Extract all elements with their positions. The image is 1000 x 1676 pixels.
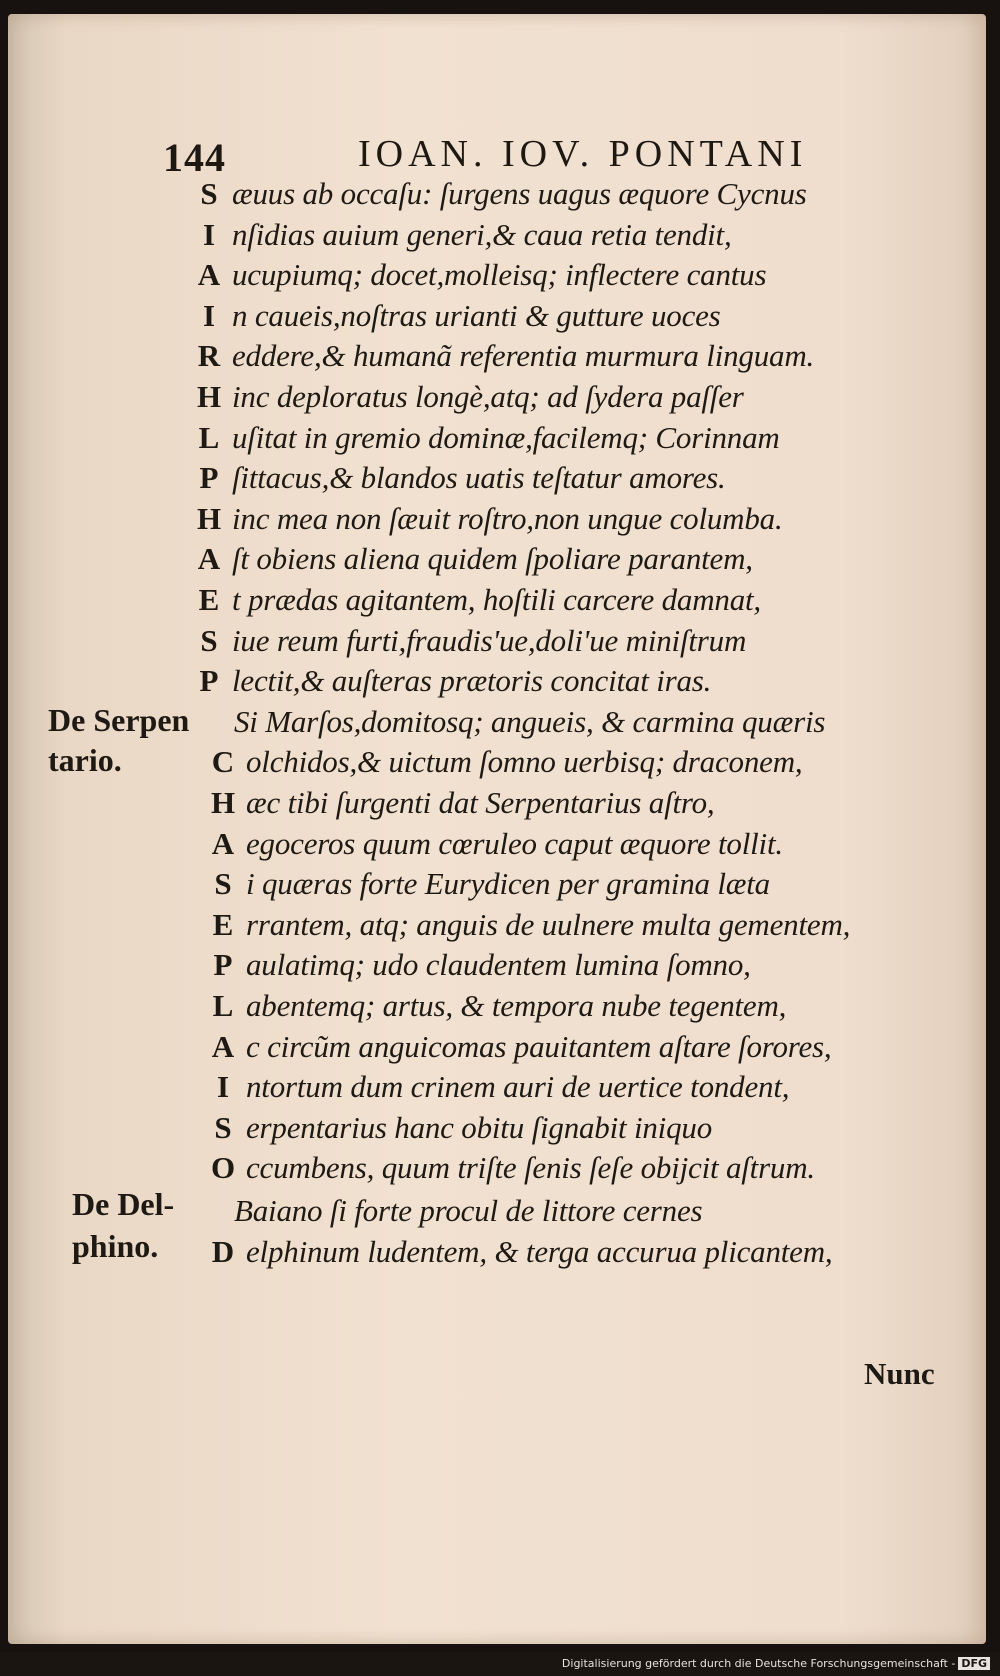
verse-text: ccumbens, quum triſte ſenis ſeſe obijcit aſtrum. <box>246 1150 815 1186</box>
acrostic-initial: E <box>198 582 220 617</box>
acrostic-initial: L <box>212 988 234 1023</box>
acrostic-initial: A <box>197 541 221 577</box>
verse-text: lectit,& auſteras prætoris concitat iras. <box>232 663 712 699</box>
verse-text: æuus ab occaſu: ſurgens uagus æquore Cycnus <box>232 176 807 211</box>
acrostic-initial: S <box>200 622 218 658</box>
verse-text: uſitat in gremio dominæ,facilemq; Corinnam <box>232 419 780 455</box>
verse-text: ucupiumq; docet,molleisq; inflectere cantus <box>232 257 767 293</box>
verse-text: ſt obiens aliena quidem ſpoliare parantem, <box>232 541 753 577</box>
verse-text: ſittacus,& blandos uatis teſtatur amores. <box>232 460 726 496</box>
verse-text: aulatimq; udo claudentem lumina ſomno, <box>246 947 751 983</box>
running-head: IOAN. IOV. PONTANI <box>358 133 808 175</box>
margin-note-delphino-2: phino. <box>72 1228 159 1264</box>
verse-text: olchidos,& uictum ſomno uerbisq; draconem, <box>246 744 803 780</box>
margin-note-delphino-1: De Del- <box>72 1186 175 1222</box>
digitization-credit <box>562 1657 990 1670</box>
page-number: 144 <box>163 135 226 180</box>
catchword: Nunc <box>864 1356 935 1391</box>
verse-text: egoceros quum cœruleo caput æquore tollit. <box>246 825 783 861</box>
acrostic-initial: A <box>211 825 235 861</box>
verse-text: c circũm anguicomas pauitantem aſtare ſorores, <box>246 1028 832 1064</box>
verse-text: Baiano ſi forte procul de littore cernes <box>234 1193 703 1228</box>
acrostic-initial: I <box>216 1069 230 1105</box>
verse-text: ntortum dum crinem auri de uertice tondent, <box>246 1069 790 1105</box>
acrostic-initial: P <box>199 663 219 699</box>
verse-text: t prædas agitantem, hoſtili carcere damnat, <box>232 582 761 617</box>
verse-text: iue reum furti,fraudis'ue,doli'ue miniſtrum <box>232 622 747 658</box>
acrostic-initial: H <box>196 500 222 536</box>
verse-text: eddere,& humanã referentia murmura linguam. <box>232 338 815 374</box>
acrostic-initial: I <box>202 216 216 252</box>
acrostic-initial: S <box>214 1109 232 1145</box>
verse-text: i quæras forte Eurydicen per gramina læta <box>246 866 770 902</box>
acrostic-initial: S <box>200 176 218 211</box>
verse-text: elphinum ludentem, & terga accurua plicantem, <box>246 1233 833 1269</box>
verse-text: n caueis,noſtras urianti & gutture uoces <box>232 297 721 333</box>
acrostic-initial: H <box>210 785 236 820</box>
credit-text: Digitalisierung gefördert durch die Deutsche Forschungsgemeinschaft - <box>561 1657 956 1670</box>
verse-text: nſidias auium generi,& caua retia tendit, <box>232 216 732 252</box>
acrostic-initial: E <box>212 906 234 942</box>
acrostic-initial: C <box>211 744 235 780</box>
margin-note-serpentario-2: tario. <box>48 742 122 778</box>
acrostic-initial: P <box>199 460 219 496</box>
acrostic-initial: I <box>202 297 216 333</box>
margin-note-serpentario-1: De Serpen <box>48 702 190 738</box>
verse-text: æc tibi ſurgenti dat Serpentarius aſtro, <box>246 785 715 820</box>
acrostic-initial: L <box>198 419 220 455</box>
verse-text: abentemq; artus, & tempora nube tegentem, <box>246 988 787 1023</box>
book-page <box>8 14 986 1644</box>
verse-text: inc deploratus longè,atq; ad ſydera paſſer <box>232 379 744 414</box>
acrostic-initial: A <box>211 1028 235 1064</box>
acrostic-initial: H <box>196 379 222 414</box>
acrostic-initial: A <box>197 257 221 293</box>
verse-text: Si Marſos,domitosq; angueis, & carmina quæris <box>234 703 826 739</box>
acrostic-initial: S <box>214 866 232 902</box>
acrostic-initial: R <box>197 338 221 374</box>
verse-text: inc mea non ſæuit roſtro,non ungue columba. <box>232 500 783 536</box>
acrostic-initial: O <box>210 1150 236 1186</box>
dfg-logo: DFG <box>958 1657 990 1670</box>
verse-text: erpentarius hanc obitu ſignabit iniquo <box>246 1109 712 1145</box>
acrostic-initial: P <box>213 947 233 983</box>
verse-text: rrantem, atq; anguis de uulnere multa gementem, <box>246 906 851 942</box>
acrostic-initial: D <box>211 1233 235 1269</box>
